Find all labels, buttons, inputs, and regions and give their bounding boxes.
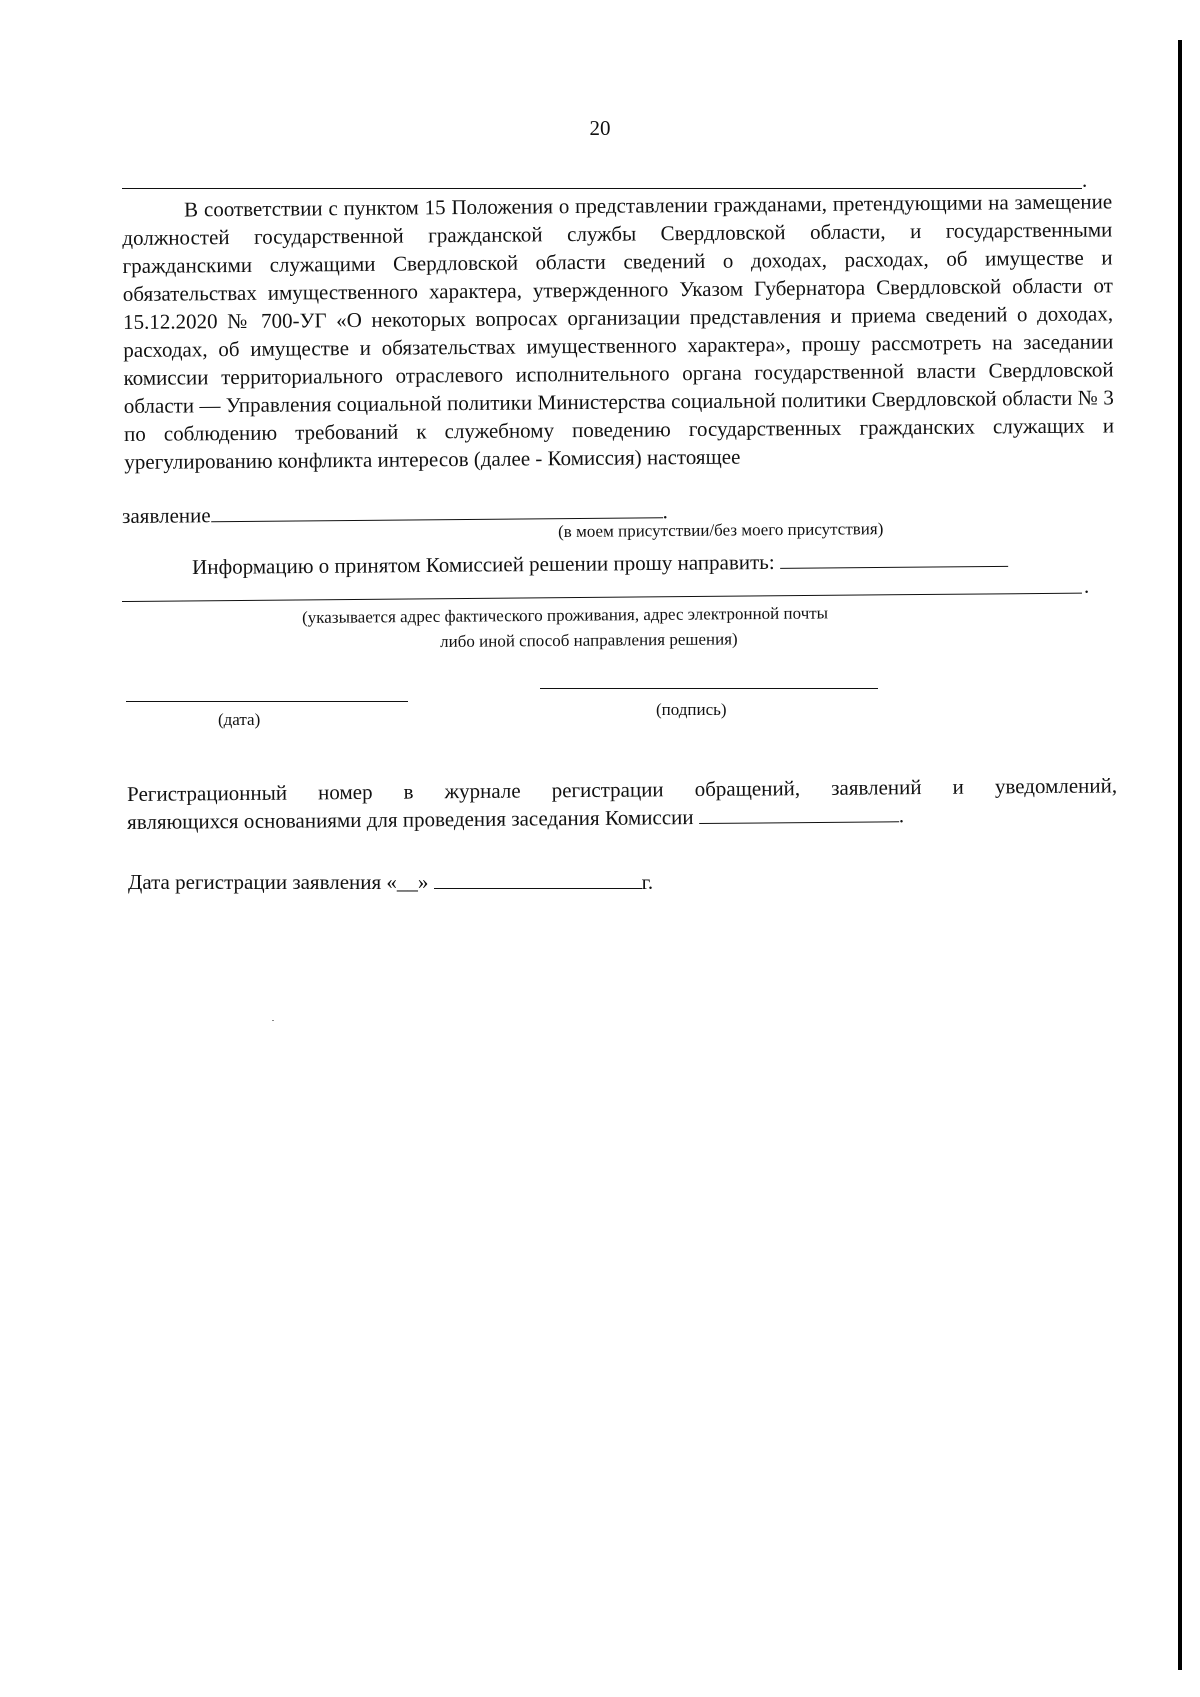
decision-line <box>192 546 1008 581</box>
registration-line-2: являющихся основаниями для проведения заседания Комиссии . <box>127 803 905 834</box>
statement-label: заявление <box>122 503 211 528</box>
registration-date-label: Дата регистрации заявления «__» <box>128 870 429 894</box>
scan-edge-bar <box>1178 40 1182 1670</box>
registration-label: являющихся основаниями для проведения заседания Комиссии <box>127 805 694 834</box>
decision-label: Информацию о принятом Комиссией решении прошу направить: <box>192 549 775 579</box>
decision-field[interactable] <box>780 548 1008 569</box>
decision-line-period: . <box>1084 574 1090 598</box>
registration-number-field[interactable] <box>699 803 899 824</box>
statement-line: заявление . <box>122 499 668 528</box>
scan-speck <box>272 1020 274 1021</box>
signature-caption: (подпись) <box>656 700 727 719</box>
statement-paragraph: В соответствии с пунктом 15 Положения о представлении гражданами, претендующими на замещение должностей государственной гражданской службы Свердловской области, и государственными гражданскими служащими Свердловской области сведений о доходах, расходах, об имуществе и обязательствах имущественного характера, утвержденного Указом Губернатора Свердловской области от 15.12.2020 № 700-УГ «О некоторых вопросах организации представления и приема сведений о доходах, расходах, об имуществе и обязательствах имущественного характера», прошу рассмотреть на заседании комиссии территориального отраслевого исполнительного органа государственной власти Свердловской области — Управления социальной политики Министерства социальной политики Свердловской области № 3 по соблюдению требований к служебному поведению государственных гражданских служащих и урегулированию конфликта интересов (далее - Комиссия) настоящее <box>122 189 1115 474</box>
signature-line[interactable] <box>540 688 878 689</box>
decision-caption-1: (указывается адрес фактического проживания, адрес электронной почты <box>302 603 829 627</box>
registration-date-suffix: г. <box>641 870 654 894</box>
statement-caption: (в моем присутствии/без моего присутствия) <box>558 519 884 541</box>
date-caption: (дата) <box>218 710 261 729</box>
registration-date-field[interactable] <box>434 870 642 889</box>
date-line[interactable] <box>126 701 408 702</box>
decision-caption-2: либо иной способ направления решения) <box>440 629 738 651</box>
registration-line-1: Регистрационный номер в журнале регистрации обращений, заявлений и уведомлений, <box>127 773 1118 806</box>
page-number: 20 <box>589 116 611 140</box>
top-line-period: . <box>1082 168 1088 192</box>
decision-address-line <box>122 593 1082 602</box>
registration-date-line <box>128 868 653 896</box>
